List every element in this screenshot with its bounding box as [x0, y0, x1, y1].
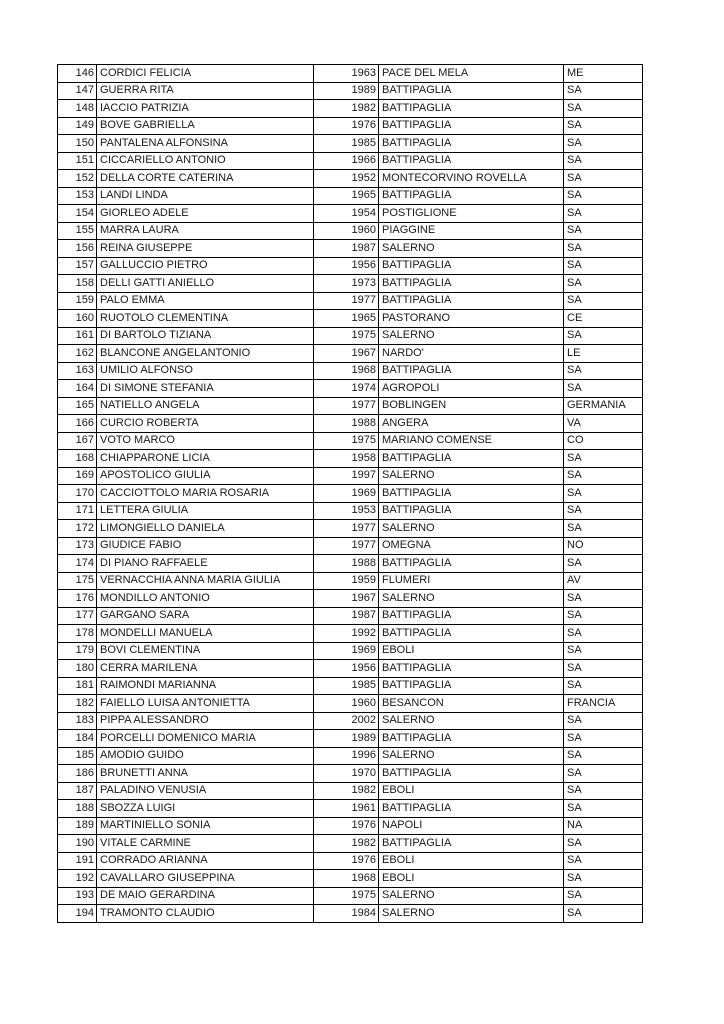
cell-full-name: MONDELLI MANUELA — [97, 625, 313, 642]
cell-full-name: CHIAPPARONE LICIA — [97, 450, 313, 467]
cell-row-number: 166 — [58, 415, 96, 432]
cell-row-number: 159 — [58, 293, 96, 310]
cell-full-name: CICCARIELLO ANTONIO — [97, 153, 313, 170]
cell-province: VA — [564, 415, 642, 432]
cell-birth-year: 1975 — [314, 888, 378, 905]
cell-full-name: MONDILLO ANTONIO — [97, 590, 313, 607]
cell-province: SA — [564, 800, 642, 817]
cell-birth-place: EBOLI — [379, 870, 563, 887]
cell-row-number: 150 — [58, 135, 96, 152]
cell-birth-place: BATTIPAGLIA — [379, 765, 563, 782]
cell-birth-place: MARIANO COMENSE — [379, 433, 563, 450]
cell-province: SA — [564, 765, 642, 782]
cell-province: ME — [564, 65, 642, 82]
cell-full-name: VOTO MARCO — [97, 433, 313, 450]
cell-province: NA — [564, 818, 642, 835]
cell-birth-place: BATTIPAGLIA — [379, 188, 563, 205]
cell-birth-year: 1960 — [314, 695, 378, 712]
cell-full-name: CORRADO ARIANNA — [97, 853, 313, 870]
cell-full-name: DELLI GATTI ANIELLO — [97, 275, 313, 292]
cell-birth-place: EBOLI — [379, 783, 563, 800]
cell-birth-year: 1967 — [314, 590, 378, 607]
cell-full-name: GARGANO SARA — [97, 608, 313, 625]
cell-row-number: 169 — [58, 468, 96, 485]
cell-row-number: 161 — [58, 328, 96, 345]
cell-province: SA — [564, 135, 642, 152]
cell-full-name: BOVI CLEMENTINA — [97, 643, 313, 660]
cell-birth-place: BESANCON — [379, 695, 563, 712]
cell-full-name: FAIELLO LUISA ANTONIETTA — [97, 695, 313, 712]
cell-birth-year: 1987 — [314, 240, 378, 257]
cell-birth-place: EBOLI — [379, 853, 563, 870]
cell-row-number: 191 — [58, 853, 96, 870]
cell-birth-place: POSTIGLIONE — [379, 205, 563, 222]
cell-birth-place: NAPOLI — [379, 818, 563, 835]
cell-birth-year: 1985 — [314, 678, 378, 695]
cell-birth-year: 1975 — [314, 433, 378, 450]
cell-row-number: 171 — [58, 503, 96, 520]
cell-province: SA — [564, 853, 642, 870]
cell-birth-place: SALERNO — [379, 888, 563, 905]
cell-birth-place: SALERNO — [379, 240, 563, 257]
cell-full-name: DI PIANO RAFFAELE — [97, 555, 313, 572]
cell-province: SA — [564, 188, 642, 205]
cell-row-number: 153 — [58, 188, 96, 205]
cell-birth-year: 1988 — [314, 555, 378, 572]
cell-birth-year: 1997 — [314, 468, 378, 485]
cell-row-number: 185 — [58, 748, 96, 765]
cell-row-number: 155 — [58, 223, 96, 240]
cell-birth-year: 1969 — [314, 485, 378, 502]
cell-birth-place: BATTIPAGLIA — [379, 450, 563, 467]
cell-birth-place: BOBLINGEN — [379, 398, 563, 415]
cell-birth-year: 1961 — [314, 800, 378, 817]
cell-birth-year: 1973 — [314, 275, 378, 292]
cell-birth-year: 1976 — [314, 853, 378, 870]
cell-province: SA — [564, 590, 642, 607]
cell-full-name: GUERRA RITA — [97, 83, 313, 100]
cell-full-name: MARRA LAURA — [97, 223, 313, 240]
cell-province: SA — [564, 555, 642, 572]
cell-province: SA — [564, 485, 642, 502]
cell-province: SA — [564, 170, 642, 187]
cell-birth-year: 1976 — [314, 118, 378, 135]
cell-birth-year: 1996 — [314, 748, 378, 765]
cell-province: SA — [564, 905, 642, 922]
cell-row-number: 172 — [58, 520, 96, 537]
cell-birth-place: BATTIPAGLIA — [379, 153, 563, 170]
cell-full-name: BOVE GABRIELLA — [97, 118, 313, 135]
cell-row-number: 168 — [58, 450, 96, 467]
cell-row-number: 174 — [58, 555, 96, 572]
cell-province: SA — [564, 450, 642, 467]
cell-row-number: 167 — [58, 433, 96, 450]
cell-full-name: BLANCONE ANGELANTONIO — [97, 345, 313, 362]
cell-birth-place: BATTIPAGLIA — [379, 118, 563, 135]
cell-full-name: NATIELLO ANGELA — [97, 398, 313, 415]
cell-province: SA — [564, 100, 642, 117]
cell-birth-year: 1953 — [314, 503, 378, 520]
cell-row-number: 186 — [58, 765, 96, 782]
cell-birth-place: BATTIPAGLIA — [379, 275, 563, 292]
cell-full-name: PALO EMMA — [97, 293, 313, 310]
cell-province: SA — [564, 258, 642, 275]
cell-row-number: 177 — [58, 608, 96, 625]
cell-birth-year: 1967 — [314, 345, 378, 362]
cell-full-name: CERRA MARILENA — [97, 660, 313, 677]
cell-row-number: 164 — [58, 380, 96, 397]
cell-row-number: 182 — [58, 695, 96, 712]
cell-province: SA — [564, 293, 642, 310]
cell-row-number: 183 — [58, 713, 96, 730]
cell-birth-year: 1987 — [314, 608, 378, 625]
cell-row-number: 147 — [58, 83, 96, 100]
cell-birth-year: 1975 — [314, 328, 378, 345]
cell-row-number: 151 — [58, 153, 96, 170]
cell-province: SA — [564, 153, 642, 170]
cell-full-name: VITALE CARMINE — [97, 835, 313, 852]
cell-row-number: 163 — [58, 363, 96, 380]
cell-row-number: 188 — [58, 800, 96, 817]
cell-birth-year: 1977 — [314, 398, 378, 415]
cell-province: SA — [564, 660, 642, 677]
cell-full-name: PALADINO VENUSIA — [97, 783, 313, 800]
cell-birth-year: 1976 — [314, 818, 378, 835]
cell-full-name: REINA GIUSEPPE — [97, 240, 313, 257]
cell-full-name: TRAMONTO CLAUDIO — [97, 905, 313, 922]
cell-birth-place: SALERNO — [379, 328, 563, 345]
cell-birth-place: BATTIPAGLIA — [379, 83, 563, 100]
cell-row-number: 190 — [58, 835, 96, 852]
cell-province: SA — [564, 468, 642, 485]
cell-province: SA — [564, 240, 642, 257]
cell-full-name: VERNACCHIA ANNA MARIA GIULIA — [97, 573, 313, 590]
cell-province: SA — [564, 730, 642, 747]
cell-birth-year: 1977 — [314, 293, 378, 310]
cell-row-number: 178 — [58, 625, 96, 642]
cell-birth-place: BATTIPAGLIA — [379, 100, 563, 117]
cell-birth-year: 1989 — [314, 83, 378, 100]
cell-birth-year: 1985 — [314, 135, 378, 152]
cell-row-number: 152 — [58, 170, 96, 187]
cell-birth-year: 1952 — [314, 170, 378, 187]
cell-birth-year: 1954 — [314, 205, 378, 222]
cell-birth-year: 1982 — [314, 783, 378, 800]
cell-row-number: 149 — [58, 118, 96, 135]
cell-birth-year: 1988 — [314, 415, 378, 432]
cell-birth-place: BATTIPAGLIA — [379, 258, 563, 275]
cell-row-number: 181 — [58, 678, 96, 695]
cell-province: CE — [564, 310, 642, 327]
cell-province: SA — [564, 835, 642, 852]
cell-province: SA — [564, 678, 642, 695]
cell-birth-place: BATTIPAGLIA — [379, 678, 563, 695]
cell-row-number: 176 — [58, 590, 96, 607]
cell-full-name: DI BARTOLO TIZIANA — [97, 328, 313, 345]
cell-row-number: 160 — [58, 310, 96, 327]
cell-birth-year: 1977 — [314, 538, 378, 555]
cell-birth-place: PACE DEL MELA — [379, 65, 563, 82]
cell-birth-year: 1968 — [314, 870, 378, 887]
cell-full-name: LANDI LINDA — [97, 188, 313, 205]
cell-row-number: 165 — [58, 398, 96, 415]
cell-birth-year: 1969 — [314, 643, 378, 660]
cell-birth-place: AGROPOLI — [379, 380, 563, 397]
cell-province: NO — [564, 538, 642, 555]
cell-full-name: MARTINIELLO SONIA — [97, 818, 313, 835]
cell-birth-year: 1974 — [314, 380, 378, 397]
cell-full-name: CAVALLARO GIUSEPPINA — [97, 870, 313, 887]
cell-province: SA — [564, 83, 642, 100]
cell-birth-place: OMEGNA — [379, 538, 563, 555]
cell-row-number: 189 — [58, 818, 96, 835]
cell-province: SA — [564, 748, 642, 765]
cell-birth-place: BATTIPAGLIA — [379, 625, 563, 642]
cell-row-number: 187 — [58, 783, 96, 800]
cell-province: SA — [564, 608, 642, 625]
cell-birth-year: 2002 — [314, 713, 378, 730]
cell-birth-place: SALERNO — [379, 713, 563, 730]
cell-full-name: DE MAIO GERARDINA — [97, 888, 313, 905]
cell-full-name: IACCIO PATRIZIA — [97, 100, 313, 117]
cell-province: GERMANIA — [564, 398, 642, 415]
cell-birth-place: BATTIPAGLIA — [379, 835, 563, 852]
cell-province: SA — [564, 520, 642, 537]
cell-row-number: 194 — [58, 905, 96, 922]
cell-row-number: 162 — [58, 345, 96, 362]
cell-birth-place: ANGERA — [379, 415, 563, 432]
cell-full-name: BRUNETTI ANNA — [97, 765, 313, 782]
cell-province: FRANCIA — [564, 695, 642, 712]
cell-province: LE — [564, 345, 642, 362]
cell-birth-place: BATTIPAGLIA — [379, 800, 563, 817]
cell-birth-place: SALERNO — [379, 905, 563, 922]
cell-full-name: GALLUCCIO PIETRO — [97, 258, 313, 275]
cell-full-name: PIPPA ALESSANDRO — [97, 713, 313, 730]
cell-full-name: LETTERA GIULIA — [97, 503, 313, 520]
cell-birth-place: FLUMERI — [379, 573, 563, 590]
cell-full-name: CORDICI FELICIA — [97, 65, 313, 82]
cell-full-name: RUOTOLO CLEMENTINA — [97, 310, 313, 327]
cell-full-name: RAIMONDI MARIANNA — [97, 678, 313, 695]
cell-row-number: 179 — [58, 643, 96, 660]
cell-birth-year: 1970 — [314, 765, 378, 782]
cell-row-number: 156 — [58, 240, 96, 257]
cell-birth-place: MONTECORVINO ROVELLA — [379, 170, 563, 187]
cell-birth-year: 1984 — [314, 905, 378, 922]
cell-province: SA — [564, 643, 642, 660]
cell-birth-year: 1963 — [314, 65, 378, 82]
cell-birth-year: 1989 — [314, 730, 378, 747]
cell-province: SA — [564, 503, 642, 520]
cell-full-name: DELLA CORTE CATERINA — [97, 170, 313, 187]
cell-birth-place: BATTIPAGLIA — [379, 608, 563, 625]
cell-full-name: SBOZZA LUIGI — [97, 800, 313, 817]
cell-birth-place: BATTIPAGLIA — [379, 730, 563, 747]
cell-province: AV — [564, 573, 642, 590]
cell-birth-place: SALERNO — [379, 590, 563, 607]
cell-birth-year: 1968 — [314, 363, 378, 380]
cell-birth-place: EBOLI — [379, 643, 563, 660]
cell-birth-year: 1959 — [314, 573, 378, 590]
cell-birth-year: 1977 — [314, 520, 378, 537]
cell-row-number: 175 — [58, 573, 96, 590]
cell-row-number: 157 — [58, 258, 96, 275]
cell-row-number: 192 — [58, 870, 96, 887]
cell-birth-place: BATTIPAGLIA — [379, 503, 563, 520]
cell-province: SA — [564, 223, 642, 240]
cell-birth-place: PIAGGINE — [379, 223, 563, 240]
cell-birth-place: SALERNO — [379, 748, 563, 765]
cell-province: SA — [564, 625, 642, 642]
cell-province: SA — [564, 783, 642, 800]
cell-birth-place: BATTIPAGLIA — [379, 660, 563, 677]
cell-province: SA — [564, 363, 642, 380]
cell-full-name: PANTALENA ALFONSINA — [97, 135, 313, 152]
cell-birth-year: 1956 — [314, 660, 378, 677]
cell-row-number: 154 — [58, 205, 96, 222]
cell-full-name: APOSTOLICO GIULIA — [97, 468, 313, 485]
cell-province: SA — [564, 118, 642, 135]
cell-birth-place: SALERNO — [379, 520, 563, 537]
cell-birth-place: NARDO' — [379, 345, 563, 362]
cell-birth-year: 1965 — [314, 310, 378, 327]
cell-birth-year: 1960 — [314, 223, 378, 240]
cell-birth-year: 1958 — [314, 450, 378, 467]
cell-birth-place: BATTIPAGLIA — [379, 555, 563, 572]
cell-birth-year: 1956 — [314, 258, 378, 275]
cell-birth-year: 1982 — [314, 835, 378, 852]
cell-full-name: AMODIO GUIDO — [97, 748, 313, 765]
cell-full-name: LIMONGIELLO DANIELA — [97, 520, 313, 537]
cell-row-number: 193 — [58, 888, 96, 905]
cell-province: SA — [564, 870, 642, 887]
cell-birth-place: BATTIPAGLIA — [379, 363, 563, 380]
records-table — [57, 64, 643, 923]
cell-birth-place: BATTIPAGLIA — [379, 293, 563, 310]
cell-row-number: 148 — [58, 100, 96, 117]
cell-birth-year: 1992 — [314, 625, 378, 642]
cell-row-number: 158 — [58, 275, 96, 292]
cell-birth-year: 1966 — [314, 153, 378, 170]
cell-birth-place: BATTIPAGLIA — [379, 485, 563, 502]
cell-full-name: UMILIO ALFONSO — [97, 363, 313, 380]
cell-province: SA — [564, 888, 642, 905]
cell-full-name: CURCIO ROBERTA — [97, 415, 313, 432]
cell-province: SA — [564, 275, 642, 292]
cell-row-number: 146 — [58, 65, 96, 82]
cell-province: SA — [564, 328, 642, 345]
cell-province: CO — [564, 433, 642, 450]
cell-row-number: 184 — [58, 730, 96, 747]
cell-row-number: 180 — [58, 660, 96, 677]
cell-province: SA — [564, 205, 642, 222]
cell-birth-year: 1965 — [314, 188, 378, 205]
cell-full-name: GIORLEO ADELE — [97, 205, 313, 222]
cell-birth-place: PASTORANO — [379, 310, 563, 327]
cell-full-name: DI SIMONE STEFANIA — [97, 380, 313, 397]
cell-birth-place: SALERNO — [379, 468, 563, 485]
cell-full-name: CACCIOTTOLO MARIA ROSARIA — [97, 485, 313, 502]
cell-row-number: 170 — [58, 485, 96, 502]
cell-province: SA — [564, 713, 642, 730]
cell-full-name: PORCELLI DOMENICO MARIA — [97, 730, 313, 747]
cell-birth-year: 1982 — [314, 100, 378, 117]
cell-row-number: 173 — [58, 538, 96, 555]
cell-birth-place: BATTIPAGLIA — [379, 135, 563, 152]
cell-province: SA — [564, 380, 642, 397]
cell-full-name: GIUDICE FABIO — [97, 538, 313, 555]
